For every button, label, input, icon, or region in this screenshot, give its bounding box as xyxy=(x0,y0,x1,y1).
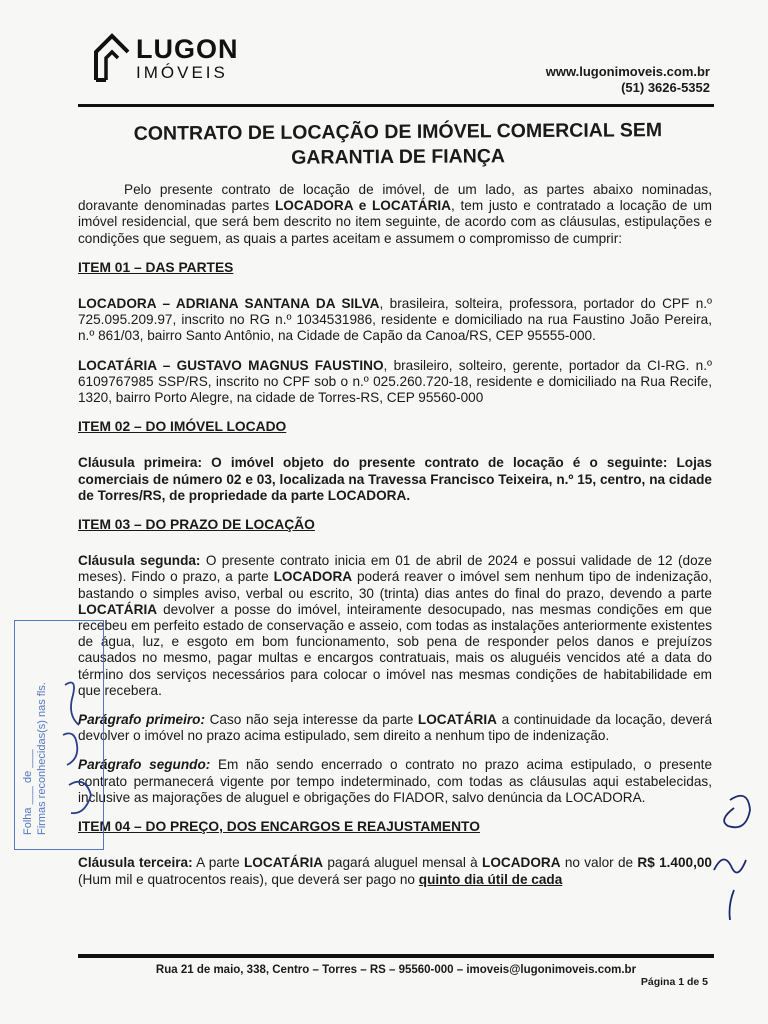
paragraph-first xyxy=(78,712,712,744)
document-title xyxy=(78,118,718,172)
paragraph-second-label: Parágrafo segundo: xyxy=(78,757,211,773)
clause-third xyxy=(78,855,712,887)
clause-second-text-e: devolver a posse do imóvel, inteiramente desocupado, nas mesmas condições em que recebeu em perfeito estado de conservação e asseio, com todas as instalações anteriormente existentes de água, luz, e esgoto em bom funcionamento, sob pena de responder pelos danos e prejuízos causados no mesmo, pagar multas e encargos contratuais, mais os aluguéis vencidos até a data do término dos serviços necessários para colocar o imóvel nas mesmas condições de habitabilidade em que recebera. xyxy=(78,601,712,698)
intro-text-a: Pelo presente contrato de locação de imóvel, de um lado, as partes abaixo nominadas, doravante denominadas partes xyxy=(78,182,712,214)
paragraph-first-locataria: LOCATÁRIA xyxy=(417,712,497,728)
locataria-text: , brasileiro, solteiro, gerente, portador da CI-RG. n.º 6109767985 SSP/RS, inscrito no CPF sob o n.º 025.260.720-18, residente e domiciliado na Rua Recife, 1320, bairro Porto Alegre, na cidade de Torres-RS, CEP 95560-000 xyxy=(78,357,712,406)
locadora-text: , brasileira, solteira, professora, portador do CPF n.º 725.095.209.97, inscrito no RG n.º 1034531986, residente e domiciliado na rua Faustino João Pereira, n.º 861/03, bairro Santo Antônio, na Cidade de Capão da Canoa/RS, CEP 95555-000. xyxy=(78,296,713,344)
paragraph-second-text: Em não sendo encerrado o contrato no prazo acima estipulado, o presente contrato permanecerá vigente por tempo indeterminado, com todas as cláusulas aqui estabelecidas, inclusive as majorações de aluguel e obrigações do FIADOR, salvo denúncia da LOCADORA. xyxy=(78,757,713,805)
logo-subtitle: IMÓVEIS xyxy=(136,63,228,82)
intro-text-c: , tem justo e contratado a locação de um imóvel residencial, que será bem descrito no item seguinte, de acordo com as cláusulas, estipulações e condições que seguem, as quais a partes aceitam e assumem o compromisso de cumprir: xyxy=(78,198,712,246)
website-text: www.lugonimoveis.com.br xyxy=(545,64,710,79)
footer-rule xyxy=(78,954,714,958)
paragraph-second xyxy=(78,757,712,806)
paragraph-first-label: Parágrafo primeiro: xyxy=(78,712,205,728)
rent-amount: R$ 1.400,00 xyxy=(637,855,712,871)
locadora-name: LOCADORA – ADRIANA SANTANA DA SILVA xyxy=(78,296,380,312)
locataria-name: LOCATÁRIA – GUSTAVO MAGNUS FAUSTINO xyxy=(78,357,384,373)
company-logo xyxy=(92,30,262,86)
item-02-heading: ITEM 02 – DO IMÓVEL LOCADO xyxy=(78,419,287,435)
payment-day: quinto dia útil de cada xyxy=(418,871,563,887)
intro-paragraph xyxy=(78,182,712,247)
clause-third-text-a: A parte xyxy=(192,855,244,871)
clause-third-text-e: no valor de xyxy=(560,855,638,871)
clause-first: Cláusula primeira: O imóvel objeto do presente contrato de locação é o seguinte: Lojas comerciais de número 02 e 03, localizada na Travessa Francisco Teixeira, n.º 15, centro, na cidade de Torres/RS, de propriedade da parte LOCADORA. xyxy=(78,455,712,503)
paragraph-first-text-a: Caso não seja interesse da parte xyxy=(205,712,418,728)
header-contact xyxy=(546,64,710,96)
locadora-paragraph xyxy=(78,296,712,345)
clause-second xyxy=(78,553,712,699)
house-logo-icon xyxy=(92,32,132,82)
phone-text: (51) 3626-5352 xyxy=(621,80,710,95)
logo-name: LUGON xyxy=(136,34,239,64)
stamp-line-1: Folha ___ de ___ xyxy=(22,749,34,835)
clause-second-text-c: poderá reaver o imóvel sem nenhum tipo de indenização, bastando o simples aviso, verbal ou escrito, 30 (trinta) dias antes do final do prazo, devendo a parte xyxy=(78,569,712,601)
item-04-heading: ITEM 04 – DO PREÇO, DOS ENCARGOS E REAJUSTAMENTO xyxy=(78,819,480,835)
clause-second-locadora: LOCADORA xyxy=(273,569,353,585)
handwritten-signature-right xyxy=(700,780,760,930)
clause-third-locataria: LOCATÁRIA xyxy=(244,855,324,871)
title-line-2: GARANTIA DE FIANÇA xyxy=(291,145,506,169)
clause-third-locadora: LOCADORA xyxy=(482,855,561,871)
clause-second-label: Cláusula segunda: xyxy=(78,553,201,569)
stamp-text xyxy=(21,682,49,835)
footer-address: Rua 21 de maio, 338, Centro – Torres – RS – 95560-000 – imoveis@lugonimoveis.com.br xyxy=(155,964,637,976)
item-01-heading: ITEM 01 – DAS PARTES xyxy=(78,259,234,275)
title-line-1: CONTRATO DE LOCAÇÃO DE IMÓVEL COMERCIAL SEM xyxy=(133,119,663,145)
contract-body xyxy=(78,182,712,901)
locataria-paragraph xyxy=(78,358,712,407)
paragraph-first-text-c: a continuidade da locação, deverá devolver o imóvel no prazo acima estipulado, sem direito a nenhum tipo de indenização. xyxy=(78,712,713,744)
clause-second-locataria: LOCATÁRIA xyxy=(78,601,158,617)
clause-third-text-g: (Hum mil e quatrocentos reais), que deverá ser pago no xyxy=(78,871,419,887)
handwritten-initials-left xyxy=(55,675,115,825)
clause-third-label: Cláusula terceira: xyxy=(78,855,193,871)
clause-second-text-a: O presente contrato inicia em 01 de abril de 2024 e possui validade de 12 (doze meses). Findo o prazo, a parte xyxy=(78,553,712,585)
item-03-heading: ITEM 03 – DO PRAZO DE LOCAÇÃO xyxy=(78,517,315,533)
page-number: Página 1 de 5 xyxy=(640,976,708,988)
clause-third-text-c: pagará aluguel mensal à xyxy=(323,855,483,871)
intro-parties: LOCADORA e LOCATÁRIA xyxy=(274,198,451,214)
stamp-line-2: Firmas reconhecidas(s) nas fls. xyxy=(36,682,48,835)
header-rule xyxy=(78,104,714,107)
